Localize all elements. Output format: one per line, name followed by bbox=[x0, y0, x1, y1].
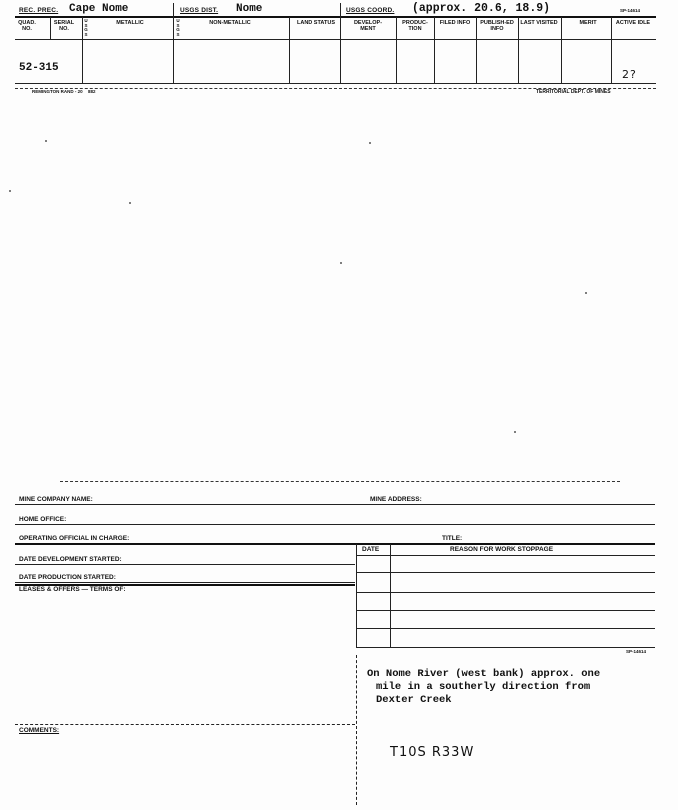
handwritten-township: T10S R33W bbox=[390, 745, 475, 760]
department-label: TERRITORIAL DEPT. OF MINES bbox=[536, 89, 611, 95]
stoppage-header-line bbox=[356, 555, 655, 556]
header-divider-2 bbox=[340, 3, 341, 83]
header-divider-1 bbox=[173, 3, 174, 83]
col-div-pub bbox=[476, 17, 477, 83]
comments-line bbox=[15, 724, 355, 725]
scan-speck bbox=[340, 262, 342, 264]
stoppage-row-1 bbox=[356, 572, 655, 573]
col-div-merit bbox=[561, 17, 562, 83]
location-line-2: mile in a southerly direction from bbox=[376, 681, 591, 693]
header-top-rule bbox=[15, 16, 656, 18]
stoppage-row-5 bbox=[356, 647, 655, 648]
printer-label: REMINGTON RAND - 20 bbox=[32, 89, 83, 94]
mine-address-label: MINE ADDRESS: bbox=[370, 496, 422, 503]
leases-top-line bbox=[15, 584, 355, 586]
leases-offers-label: LEASES & OFFERS — TERMS OF: bbox=[19, 586, 126, 593]
col-active-idle: ACTIVE IDLE bbox=[615, 20, 651, 26]
scan-speck bbox=[45, 140, 47, 142]
scan-speck bbox=[129, 202, 131, 204]
scan-speck bbox=[585, 292, 587, 294]
mine-company-name-label: MINE COMPANY NAME: bbox=[19, 496, 93, 503]
col-serial-no: SERIAL NO. bbox=[53, 20, 75, 32]
location-line-3: Dexter Creek bbox=[376, 694, 452, 706]
comments-label: COMMENTS: bbox=[19, 727, 60, 734]
col-div-last bbox=[518, 17, 519, 83]
date-col-header: DATE bbox=[362, 546, 380, 553]
date-development-label: DATE DEVELOPMENT STARTED: bbox=[19, 556, 122, 563]
col-div-land bbox=[289, 17, 290, 83]
date-dev-line bbox=[15, 564, 355, 565]
form-code-2: SP-14614 bbox=[626, 649, 647, 654]
mine-company-line bbox=[15, 504, 655, 505]
lower-top-dashes bbox=[60, 481, 620, 482]
usgs-coord-label: USGS COORD. bbox=[346, 7, 395, 14]
home-office-line bbox=[15, 524, 655, 525]
scan-speck bbox=[9, 190, 11, 192]
date-production-label: DATE PRODUCTION STARTED: bbox=[19, 574, 116, 581]
col-metallic: METALLIC bbox=[116, 20, 144, 26]
usgs-coord-value: (approx. 20.6, 18.9) bbox=[412, 2, 551, 15]
stoppage-row-2 bbox=[356, 592, 655, 593]
operating-official-line bbox=[15, 543, 655, 545]
usgs-dist-value: Nome bbox=[236, 3, 263, 15]
col-development: DEVELOP-MENT bbox=[353, 20, 383, 32]
location-line-1: On Nome River (west bank) approx. one bbox=[367, 668, 601, 680]
stoppage-left-border bbox=[356, 544, 357, 647]
col-div-prod bbox=[396, 17, 397, 83]
quad-serial-value: 52-315 bbox=[19, 62, 59, 74]
title-label: TITLE: bbox=[442, 535, 463, 542]
col-last-visited: LAST VISITED bbox=[520, 20, 558, 26]
header-bottom-rule bbox=[15, 83, 656, 84]
scan-speck bbox=[369, 142, 371, 144]
home-office-label: HOME OFFICE: bbox=[19, 516, 67, 523]
col-usgs-b: U S G S bbox=[176, 18, 180, 37]
col-filed-info: FILED INFO bbox=[439, 20, 471, 26]
col-merit: MERIT bbox=[579, 20, 597, 26]
stoppage-row-4 bbox=[356, 628, 655, 629]
active-idle-mark: 2? bbox=[622, 68, 637, 81]
col-published-info: PUBLISH-ED INFO bbox=[480, 20, 514, 32]
col-div-filed bbox=[434, 17, 435, 83]
col-land-status: LAND STATUS bbox=[297, 20, 335, 26]
operating-official-label: OPERATING OFFICIAL IN CHARGE: bbox=[19, 535, 130, 542]
stoppage-date-divider bbox=[390, 544, 391, 647]
header-mid-rule bbox=[15, 39, 656, 40]
col-production: PRODUC-TION bbox=[402, 20, 428, 32]
col-div-active bbox=[611, 17, 612, 83]
form-code: SP-14614 bbox=[620, 8, 641, 13]
printer-code: 882 bbox=[88, 89, 96, 94]
date-prod-line bbox=[15, 582, 355, 583]
lower-divider bbox=[356, 655, 357, 805]
rec-prec-label: REC. PREC. bbox=[19, 7, 59, 14]
scan-speck bbox=[514, 431, 516, 433]
reason-col-header: REASON FOR WORK STOPPAGE bbox=[450, 546, 554, 553]
col-quad-no: QUAD. NO. bbox=[18, 20, 36, 32]
col-usgs-a: U S G S bbox=[84, 18, 88, 37]
stoppage-row-3 bbox=[356, 610, 655, 611]
rec-prec-value: Cape Nome bbox=[69, 3, 129, 15]
usgs-dist-label: USGS DIST. bbox=[180, 7, 219, 14]
col-non-metallic: NON-METALLIC bbox=[209, 20, 251, 26]
